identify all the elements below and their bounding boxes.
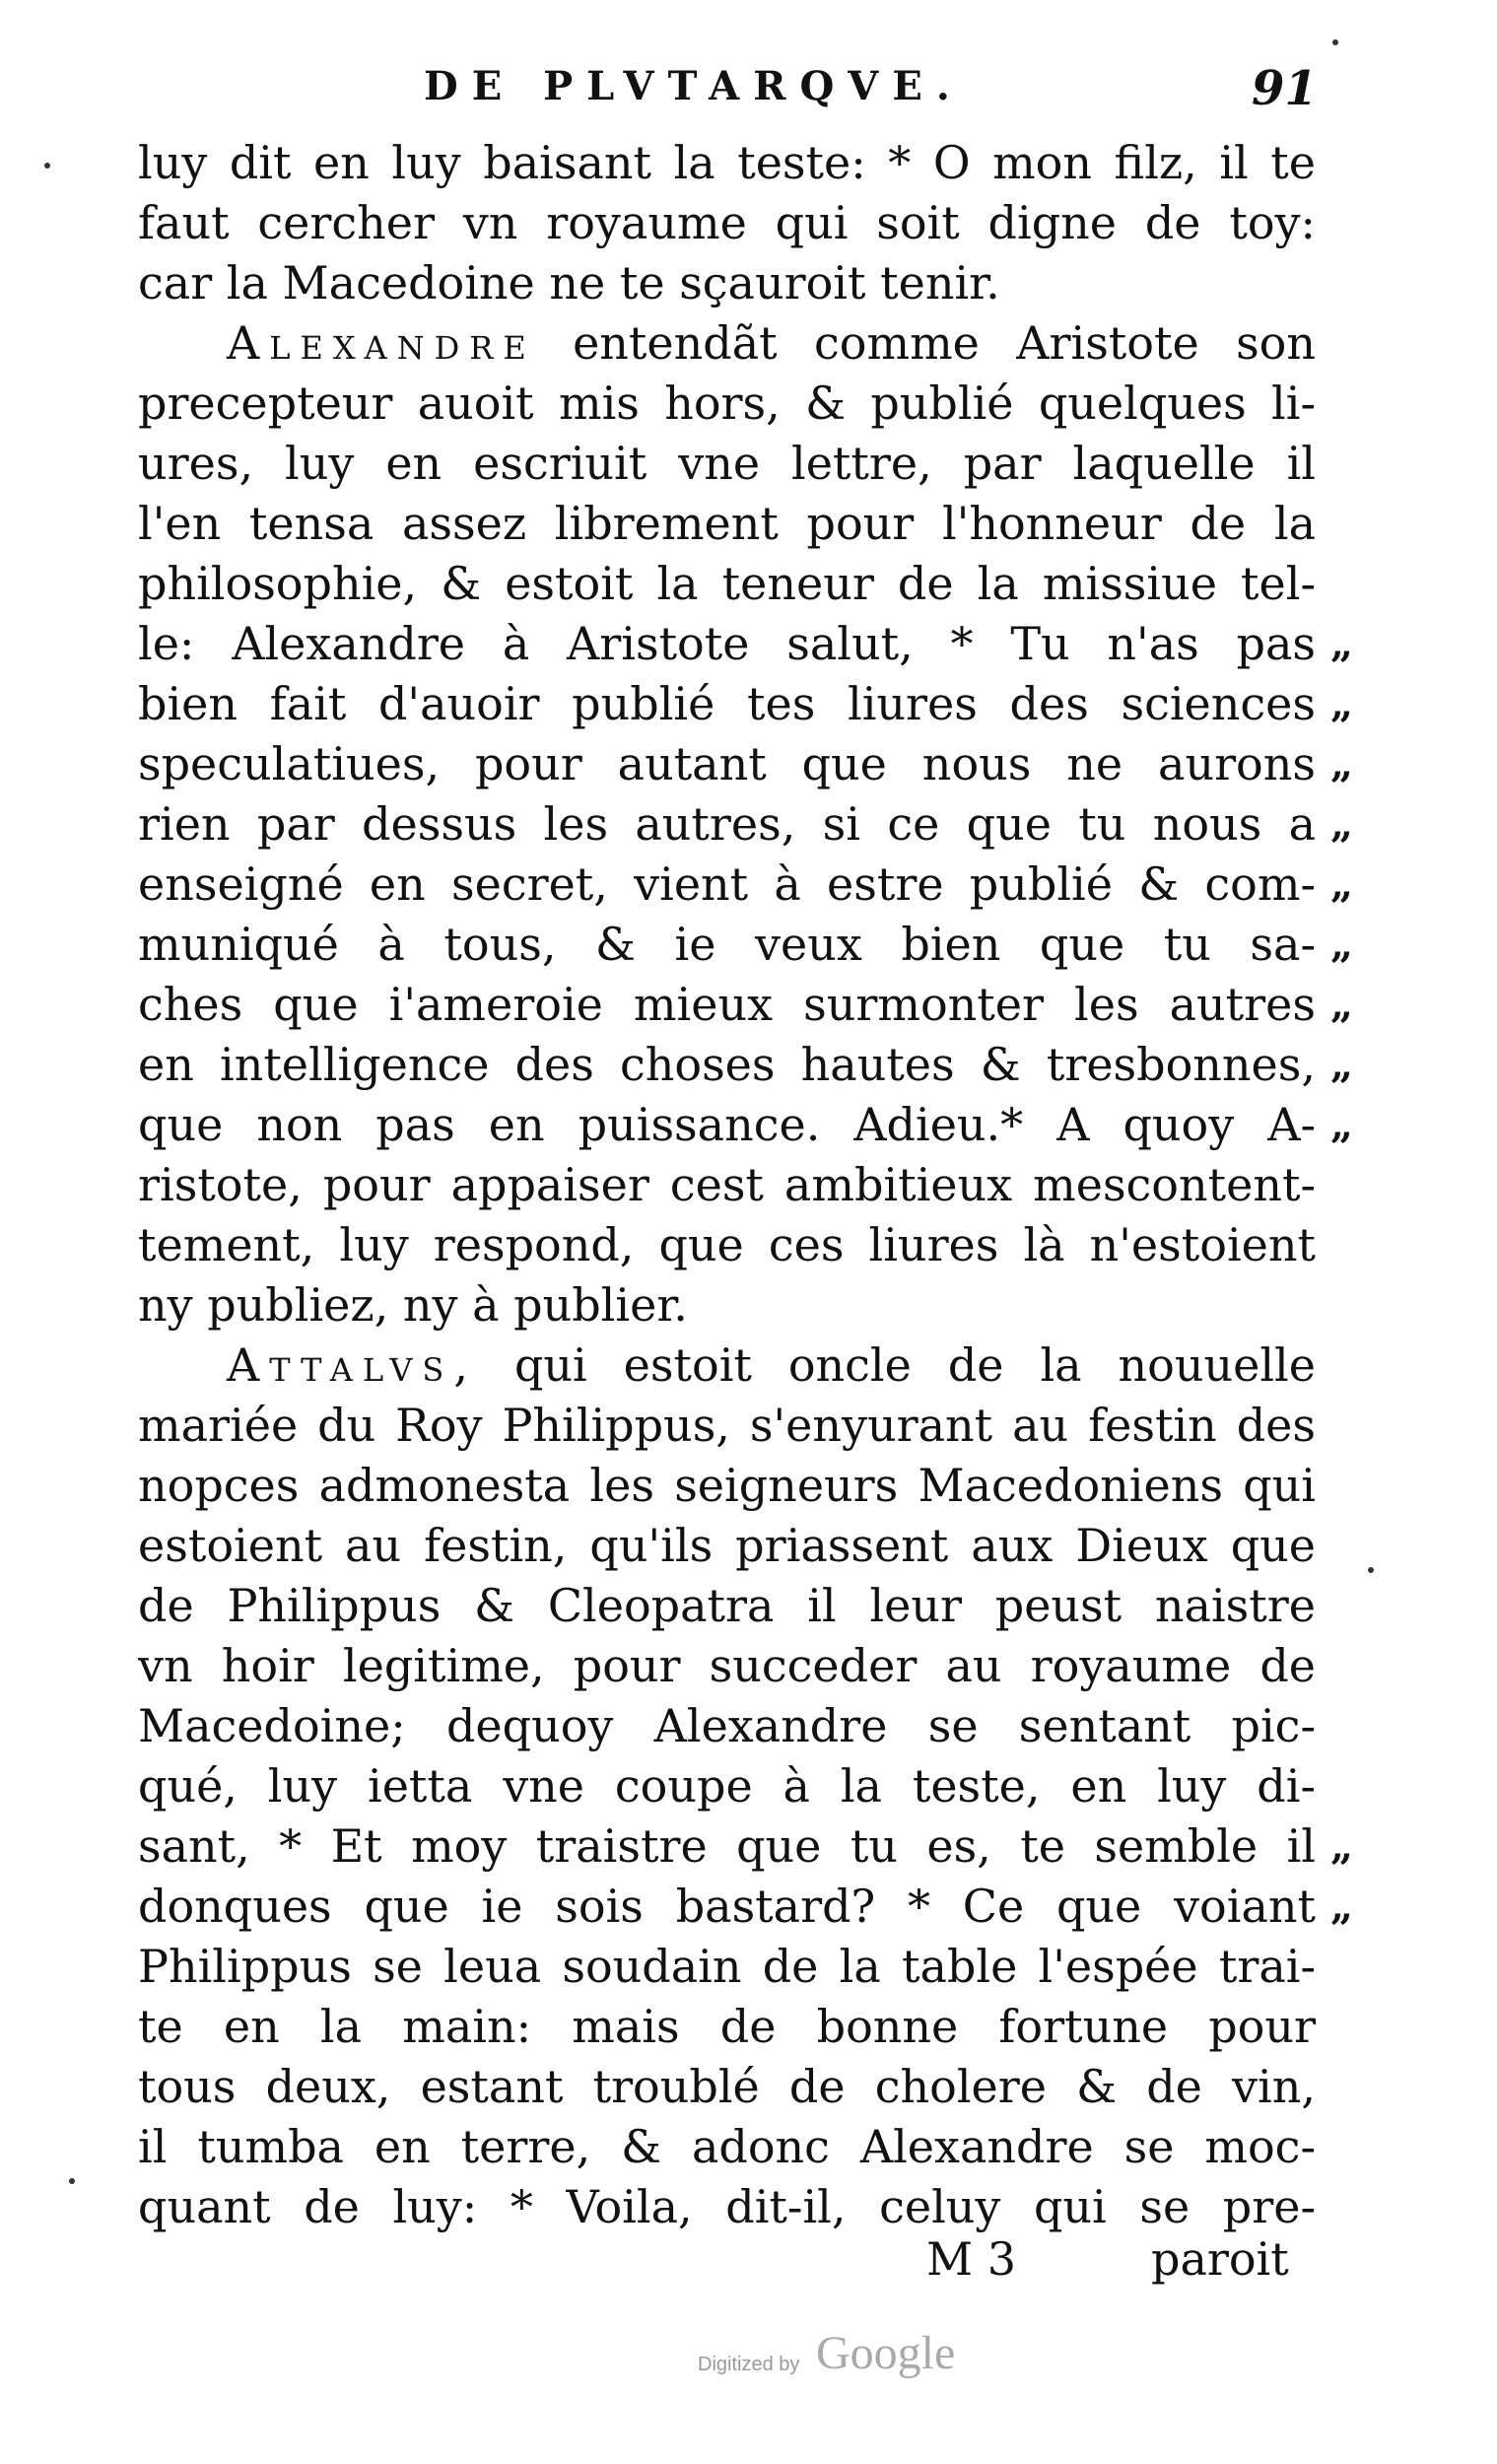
margin-quote-mark: „ — [1330, 861, 1354, 908]
text-line-4-rest: entendãt comme Aristote son — [573, 316, 1316, 370]
text-line-9: le: Alexandre à Aristote salut, * Tu n'as pas — [138, 617, 1316, 670]
text-line-18: ristote, pour appaiser cest ambitieux mescontent- — [138, 1158, 1316, 1211]
text-line-25: de Philippus & Cleopatra il leur peust naistre — [138, 1579, 1316, 1632]
margin-quote-mark: „ — [1330, 1102, 1354, 1148]
text-line-30: donques que ie sois bastard? * Ce que voiant — [138, 1880, 1316, 1933]
text-line-4 — [138, 313, 1316, 374]
page-header — [0, 61, 1497, 130]
margin-quote-mark: „ — [1330, 621, 1354, 667]
text-line-35: quant de luy: * Voila, dit-il, celuy qui se pre- — [138, 2180, 1316, 2233]
digitized-watermark — [690, 2326, 1005, 2385]
margin-quote-mark: „ — [1330, 1042, 1354, 1088]
margin-quote-mark: „ — [1330, 1823, 1354, 1870]
text-line-1: luy dit en luy baisant la teste: * O mon filz, il te — [138, 136, 1316, 189]
scan-speck — [69, 2178, 75, 2184]
scan-speck — [1368, 1567, 1374, 1573]
text-line-19: tement, luy respond, que ces liures là n'estoient — [138, 1218, 1316, 1271]
body-text — [138, 133, 1316, 2237]
page-number: 91 — [1252, 61, 1318, 116]
text-line-16: en intelligence des choses hautes & tresbonnes, — [138, 1038, 1316, 1091]
margin-quote-mark: „ — [1330, 681, 1354, 727]
small-caps-alexandre: Alexandre — [227, 316, 536, 370]
text-line-12: rien par dessus les autres, si ce que tu nous a — [138, 797, 1316, 851]
margin-quote-mark: „ — [1330, 801, 1354, 848]
text-line-10: bien fait d'auoir publié tes liures des sciences — [138, 677, 1316, 730]
running-head: DE PLVTARQVE. — [424, 63, 964, 109]
margin-quote-mark: „ — [1330, 922, 1354, 968]
text-line-26: vn hoir legitime, pour succeder au royaume de — [138, 1639, 1316, 1692]
text-line-11: speculatiues, pour autant que nous ne aurons — [138, 737, 1316, 790]
small-caps-attalus: Attalvs, — [227, 1338, 478, 1392]
text-line-3: car la Macedoine ne te sçauroit tenir. — [138, 256, 1000, 309]
text-line-21-rest: qui estoit oncle de la nouuelle — [513, 1338, 1316, 1392]
text-line-7: l'en tensa assez librement pour l'honneur de la — [138, 497, 1316, 550]
google-logo: Google — [816, 2327, 956, 2379]
text-line-33: tous deux, estant troublé de cholere & de vin, — [138, 2060, 1316, 2113]
text-line-21 — [138, 1335, 1316, 1396]
catchword: paroit — [1151, 2232, 1289, 2286]
margin-quote-mark: „ — [1330, 1883, 1354, 1930]
text-line-27: Macedoine; dequoy Alexandre se sentant pic- — [138, 1699, 1316, 1752]
signature-mark: M 3 — [926, 2232, 1016, 2286]
text-line-31: Philippus se leua soudain de la table l'espée trai- — [138, 1940, 1316, 1993]
text-line-34: il tumba en terre, & adonc Alexandre se moc- — [138, 2120, 1316, 2173]
margin-quote-mark: „ — [1330, 982, 1354, 1028]
text-line-14: muniqué à tous, & ie veux bien que tu sa- — [138, 918, 1316, 971]
text-line-2: faut cercher vn royaume qui soit digne de toy: — [138, 196, 1316, 249]
text-line-8: philosophie, & estoit la teneur de la missiue tel- — [138, 557, 1316, 610]
text-line-15: ches que i'ameroie mieux surmonter les autres — [138, 978, 1316, 1031]
text-line-17: que non pas en puissance. Adieu.* A quoy A- — [138, 1098, 1316, 1151]
scan-speck — [44, 163, 50, 169]
text-line-29: sant, * Et moy traistre que tu es, te semble il — [138, 1819, 1316, 1873]
text-line-13: enseigné en secret, vient à estre publié & com- — [138, 857, 1316, 911]
text-line-22: mariée du Roy Philippus, s'enyurant au festin des — [138, 1399, 1316, 1452]
text-line-23: nopces admonesta les seigneurs Macedoniens qui — [138, 1459, 1316, 1512]
text-line-6: ures, luy en escriuit vne lettre, par laquelle il — [138, 437, 1316, 490]
margin-quote-mark: „ — [1330, 741, 1354, 787]
text-line-32: te en la main: mais de bonne fortune pour — [138, 2000, 1316, 2053]
text-line-24: estoient au festin, qu'ils priassent aux Dieux que — [138, 1519, 1316, 1572]
scan-speck — [1332, 39, 1338, 45]
text-line-20: ny publiez, ny à publier. — [138, 1278, 688, 1332]
text-line-28: qué, luy ietta vne coupe à la teste, en luy di- — [138, 1759, 1316, 1813]
text-line-5: precepteur auoit mis hors, & publié quelques li- — [138, 376, 1316, 430]
watermark-prefix: Digitized by — [698, 2354, 800, 2375]
